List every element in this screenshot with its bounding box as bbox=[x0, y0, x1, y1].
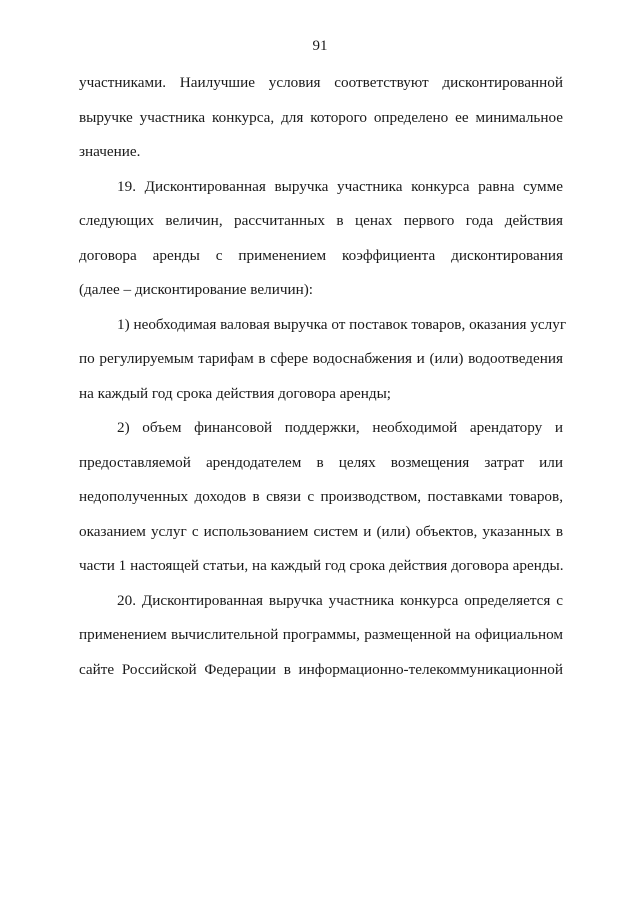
text-line: значение. bbox=[79, 143, 141, 160]
text-line: части 1 настоящей статьи, на каждый год срока действия договора аренды. bbox=[79, 557, 564, 574]
document-body bbox=[79, 66, 567, 687]
paragraph-20-line: 20. Дисконтированная выручка участника конкурса определяется с bbox=[117, 591, 563, 609]
text-line: сайте Российской Федерации в информационно-телекоммуникационной bbox=[79, 660, 563, 678]
list-item-2-line: 2) объем финансовой поддержки, необходимой арендатору и bbox=[117, 419, 563, 436]
text-line: (далее – дисконтирование величин): bbox=[79, 281, 313, 298]
text-line: выручке участника конкурса, для которого определено ее минимальное bbox=[79, 108, 563, 126]
text-line: оказанием услуг с использованием систем и (или) объектов, указанных в bbox=[79, 522, 563, 540]
text-line: следующих величин, рассчитанных в ценах первого года действия bbox=[79, 212, 563, 229]
text-line: по регулируемым тарифам в сфере водоснабжения и (или) водоотведения bbox=[79, 350, 563, 367]
text-line: договора аренды с применением коэффициента дисконтирования bbox=[79, 246, 563, 264]
page-number: 91 bbox=[312, 38, 328, 54]
paragraph-19-line: 19. Дисконтированная выручка участника конкурса равна сумме bbox=[117, 177, 563, 195]
list-item-1-line: 1) необходимая валовая выручка от поставок товаров, оказания услуг bbox=[117, 315, 567, 333]
text-line: участниками. Наилучшие условия соответствуют дисконтированной bbox=[79, 74, 563, 91]
text-line: на каждый год срока действия договора аренды; bbox=[79, 384, 392, 402]
text-line: недополученных доходов в связи с производством, поставками товаров, bbox=[79, 488, 563, 505]
text-line: предоставляемой арендодателем в целях возмещения затрат или bbox=[79, 453, 563, 471]
text-line: применением вычислительной программы, размещенной на официальном bbox=[79, 626, 563, 643]
